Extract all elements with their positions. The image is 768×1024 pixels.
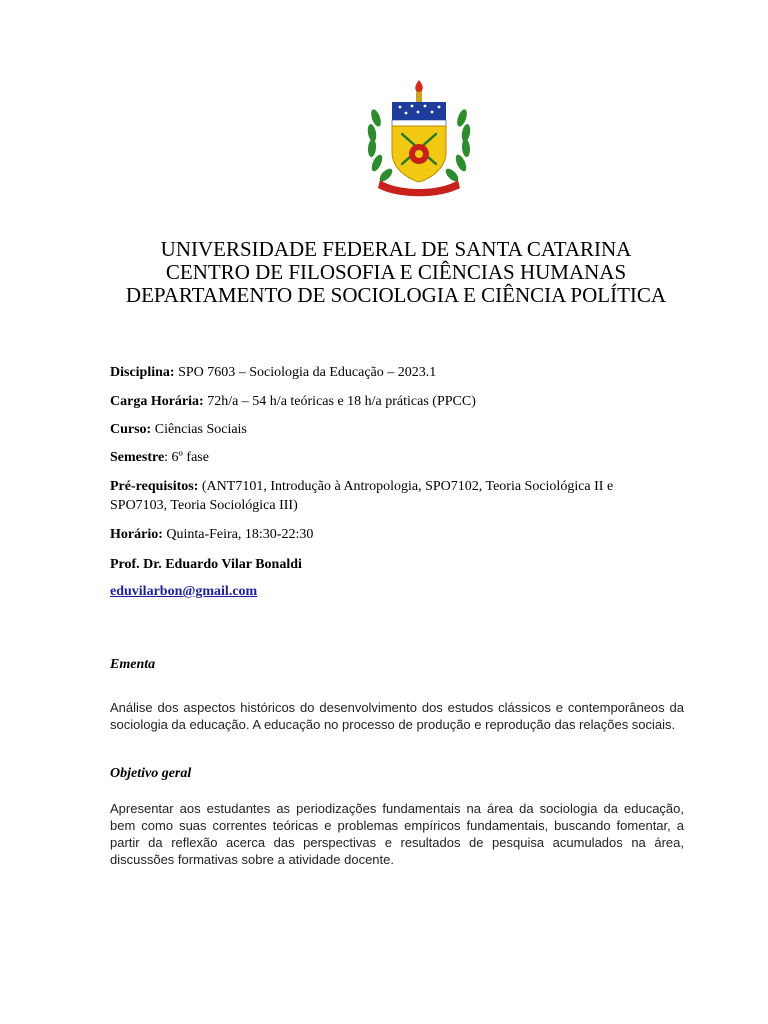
curso-field: [110, 421, 247, 439]
horario-value: Quinta-Feira, 18:30-22:30: [166, 527, 314, 542]
objetivo-text: Apresentar aos estudantes as periodizações fundamentais na área da sociologia da educação, bem como suas correntes teóricas e problemas empíricos fundamentais, buscando fomentar, a partir da reflexão acerca das perspectivas e resultados de pesquisa acumulados na área, discussões formativas sobre a atividade docente.: [110, 801, 684, 867]
semestre-label: Semestre: [110, 450, 165, 465]
ementa-text: Análise dos aspectos históricos do desenvolvimento dos estudos clássicos e contemporâneos da sociologia da educação. A educação no processo de produção e reprodução das relações sociais.: [110, 700, 684, 732]
university-name: UNIVERSIDADE FEDERAL DE SANTA CATARINA: [160, 237, 632, 261]
prerequisitos-value: (ANT7101, Introdução à Antropologia, SPO7102, Teoria Sociológica II e SPO7103, Teoria Sociológica III): [110, 479, 614, 513]
carga-horaria-label: Carga Horária:: [110, 394, 204, 409]
carga-horaria-value: 72h/a – 54 h/a teóricas e 18 h/a práticas (PPCC): [207, 394, 476, 409]
document-header: [0, 238, 768, 307]
curso-label: Curso:: [110, 422, 152, 437]
university-crest-logo: [362, 78, 476, 200]
curso-value: Ciências Sociais: [154, 422, 247, 437]
center-name: CENTRO DE FILOSOFIA E CIÊNCIAS HUMANAS: [165, 260, 627, 284]
disciplina-field: [110, 364, 436, 382]
prerequisitos-label: Pré-requisitos:: [110, 479, 199, 494]
professor-email-link[interactable]: eduvilarbon@gmail.com: [110, 584, 258, 599]
disciplina-value: SPO 7603 – Sociologia da Educação – 2023.1: [178, 365, 437, 380]
department-name: DEPARTAMENTO DE SOCIOLOGIA E CIÊNCIA POLÍTICA: [125, 283, 667, 307]
ementa-title: Ementa: [110, 657, 156, 672]
professor-name: Prof. Dr. Eduardo Vilar Bonaldi: [110, 557, 302, 572]
semestre-field: [110, 449, 209, 467]
disciplina-label: Disciplina:: [110, 365, 175, 380]
prerequisitos-field: [110, 477, 670, 515]
objetivo-title: Objetivo geral: [110, 766, 192, 781]
carga-horaria-field: [110, 393, 476, 411]
semestre-value: : 6º fase: [164, 450, 209, 465]
horario-label: Horário:: [110, 527, 163, 542]
horario-field: [110, 526, 313, 544]
